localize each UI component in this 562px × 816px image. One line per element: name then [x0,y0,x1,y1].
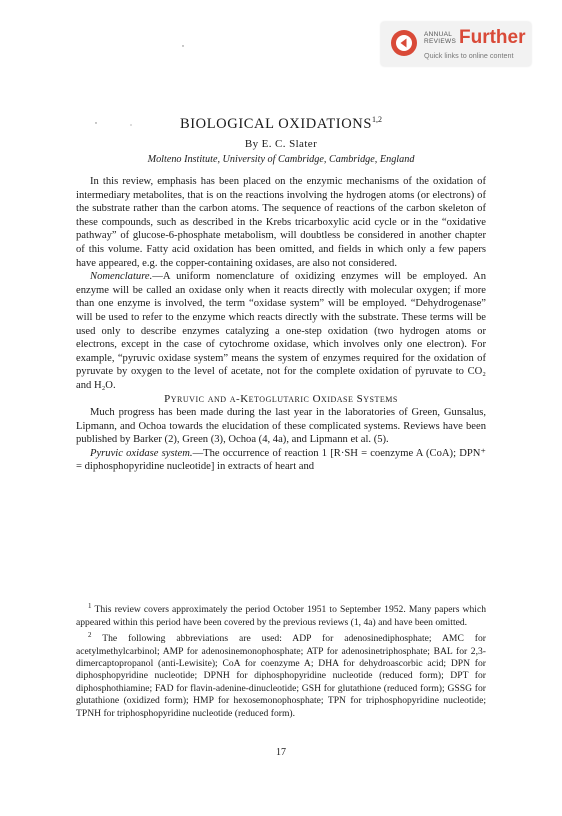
article-title [0,115,562,133]
annual-reviews-further-badge[interactable] [381,22,531,66]
footnote-2-mark: 2 [88,631,92,639]
nomenclature-heading: Nomenclature. [90,271,153,283]
pyruvic-oxidase-heading: Pyruvic oxidase system. [90,447,193,459]
title-text: BIOLOGICAL OXIDATIONS [179,115,373,132]
badge-brand: Further [459,27,526,48]
article-body [76,175,486,474]
footnote-1-text: This review covers approximately the period October 1951 to September 1952. Many papers which appeared within this period have been covered by the previous reviews (1, 4a) and have been omitted. [76,604,487,628]
nomenclature-text: —A uniform nomenclature of oxidizing enzymes will be employed. An enzyme will be called an oxidase only when it reacts directly with molecular oxygen; if more than one enzyme is involved, the term “oxidase system” will be employed. “Dehydrogenase” will be used to refer to the enzyme which reacts directly with the substrate. These terms will be used only to describe enzymes catalyzing a one-step oxidation (two hydrogen atoms or electrons, except in the case of cytochrome oxidase, which involves only one electron). For example, “pyruvic oxidase system” means the system of enzymes required for the oxidation of pyruvate by oxygen to the level of acetate, not for the complete oxidation of pyruvate to CO₂ and H₂O. [76,271,486,391]
footnote-1-mark: 1 [88,602,92,610]
badge-line-reviews: REVIEWS [424,38,457,45]
badge-publisher-label [424,31,456,45]
footnotes [76,600,486,720]
author-line: By E. C. Slater [244,138,318,150]
section-heading: Pyruvic and α-Ketoglutaric Oxidase Systems [164,392,398,405]
title-footnote-marks: 1,2 [372,115,383,124]
affiliation-line: Molteno Institute, University of Cambridge, Cambridge, England [147,154,415,165]
paragraph-intro: In this review, emphasis has been placed on the enzymic mechanisms of the oxidation of intermediary metabolites, that is on the reactions involving the hydrogen atoms (or electrons) of the substrate rather than the carbon atoms. The sequence of reactions of the carbon skeleton of these compounds, such as described in the Krebs tricarboxylic acid cycle or in the “oxidative pathway” of glucose-6-phosphate metabolism, will doubtless be considered in another chapter of this volume. Fatty acid oxidation has been omitted, and fields in which only a few papers have appeared, e.g. the copper-containing oxidases, are also not considered. [76,176,486,269]
footnote-2-text: The following abbreviations are used: ADP for adenosinediphosphate; AMC for acetylmethylcarbinol; AMP for adenosinemonophosphate; ATP for adenosinetriphosphate; BAL for 2,3-dimercaptopropanol (anti-Lewisite); CoA for coenzyme A; DHA for dehydroascorbic acid; DPN for diphosphopyridine nucleotide; DPNH for diphosphopyridine nucleotide (reduced form); DPT for diphosphothiamine; FAD for flavin-adenine-dinucleotide; GSH for glutathione (reduced form); GSSG for glutathione (oxidized form); HMP for hexosemonophosphate; TPN for triphosphopyridine nucleotide; TPNH for triphosphopyridine nucleotide (reduced form). [76,633,486,719]
paragraph-nomenclature [76,270,486,392]
paragraph-pyruvic-oxidase [76,447,486,474]
page-number: 17 [276,747,286,758]
badge-subtitle: Quick links to online content [424,51,514,60]
play-arrow-icon[interactable] [391,30,417,56]
footnote-2 [76,629,486,720]
paragraph-progress: Much progress has been made during the last year in the laboratories of Green, Gunsalus, Lipmann, and Ochoa towards the elucidation of these complicated systems. Reviews have been published by Barker (2), Green (3), Ochoa (4, 4a), and Lipmann et al. (5). [76,407,486,446]
footnote-1 [76,600,486,629]
badge-line-annual: ANNUAL [424,31,453,38]
pyruvic-oxidase-text: —The occurrence of reaction 1 [R·SH = coenzyme A (CoA); DPN⁺ = diphosphopyridine nucleotide] in extracts of heart and [76,447,486,473]
